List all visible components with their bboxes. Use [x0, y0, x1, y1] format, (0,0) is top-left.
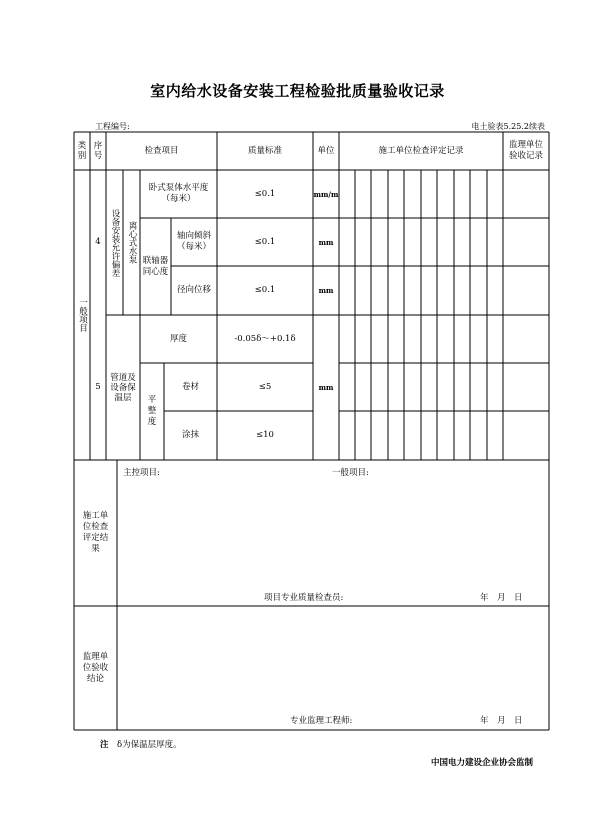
unit-pump-level: mm/m: [313, 189, 339, 199]
unit-radial-shift: mm: [318, 286, 334, 295]
seq-5: 5: [95, 382, 101, 392]
row-roll-material: 卷材: [181, 381, 199, 392]
row-smear: 涂抹: [181, 430, 199, 440]
group4-name: 设备安装允许偏差: [110, 208, 120, 277]
std-pump-level: ≤0.1: [254, 188, 276, 199]
std-smear: ≤10: [256, 430, 274, 440]
coupling-label: 联轴器同心度: [142, 255, 169, 277]
supervising-engineer-label: 专业监理工程师:: [290, 716, 353, 726]
row-thickness: 厚度: [169, 333, 187, 344]
std-thickness: -0.05δ～+0.1δ: [234, 333, 296, 344]
unit-insulation: mm: [318, 383, 334, 392]
main-items-label: 主控项目:: [123, 468, 160, 478]
general-items-label: 一般项目:: [332, 468, 369, 478]
header-contractor-record: 施工单位检查评定记录: [378, 145, 464, 156]
contractor-eval-label: 施工单位检查评定结果: [82, 511, 109, 554]
page-title: 室内给水设备安装工程检验批质量验收记录: [150, 82, 445, 100]
flatness-label: 平整度: [147, 395, 157, 427]
header-item: 检查项目: [144, 145, 179, 156]
header-seq: 序号: [93, 141, 103, 161]
group5-name: 管道及设备保温层: [110, 372, 136, 403]
row-radial-shift: 径向位移: [176, 285, 211, 295]
row-pump-level: 卧式泵体水平度（每米）: [148, 183, 209, 204]
header-unit: 单位: [317, 145, 335, 156]
note-label: 注: [100, 740, 109, 750]
header-standard: 质量标准: [247, 145, 282, 156]
quality-inspector-label: 项目专业质量检查员:: [264, 593, 344, 603]
note-text: δ为保温层厚度。: [117, 740, 182, 750]
project-number-label: 工程编号:: [95, 122, 130, 131]
unit-axial-tilt: mm: [318, 237, 334, 247]
seq-4: 4: [95, 237, 101, 247]
category-general-items: 一般项目: [77, 298, 88, 332]
header-supervisor-record: 监理单位验收记录: [508, 140, 543, 161]
note: [100, 738, 182, 750]
row-axial-tilt: 轴向倾斜（每米）: [176, 231, 211, 252]
supervisor-date: 年 月 日: [480, 716, 523, 726]
std-radial-shift: ≤0.1: [254, 285, 276, 295]
std-axial-tilt: ≤0.1: [254, 236, 276, 247]
std-roll-material: ≤5: [258, 381, 272, 392]
group4-sub: 离心式水泵: [127, 221, 137, 264]
footer-issuer: 中国电力建设企业协会监制: [430, 758, 533, 768]
form-code: 电土验表5.25.2续表: [471, 122, 545, 131]
supervisor-eval-label: 监理单位验收结论: [82, 651, 109, 684]
contractor-date: 年 月 日: [480, 593, 523, 603]
header-category: 类别: [77, 141, 87, 161]
